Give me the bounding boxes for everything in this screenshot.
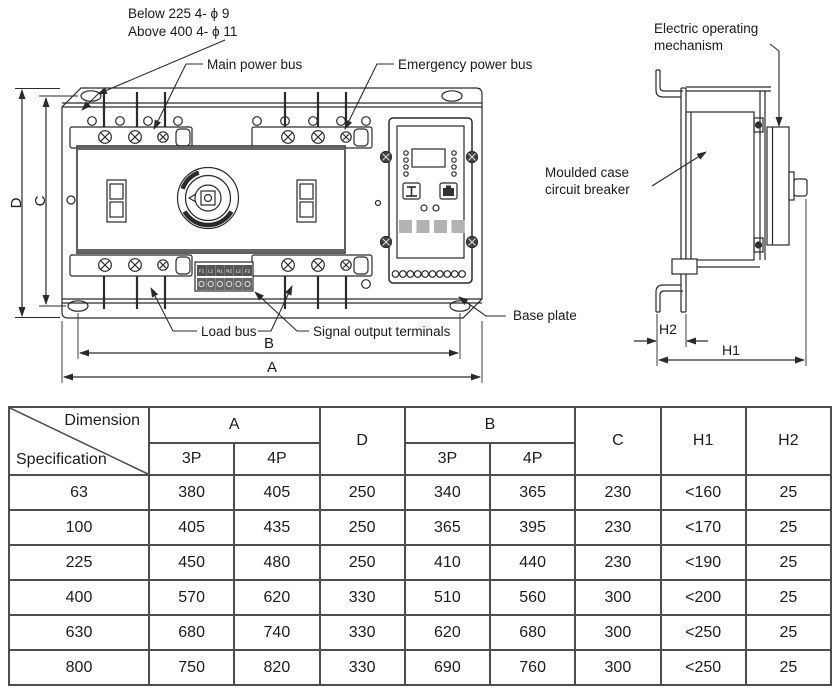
- table-header-D: D: [320, 407, 405, 475]
- controller-unit: [381, 118, 478, 283]
- table-cell: 620: [405, 615, 490, 650]
- corner-label-specification: Specification: [16, 451, 107, 468]
- table-cell: 25: [746, 580, 831, 615]
- label-load-bus: Load bus: [201, 324, 257, 339]
- table-cell: 25: [746, 615, 831, 650]
- dim-label-D: D: [8, 197, 25, 209]
- table-cell: 450: [149, 545, 234, 580]
- table-cell: <190: [661, 545, 746, 580]
- spec-cell: 63: [9, 475, 149, 510]
- table-cell: <200: [661, 580, 746, 615]
- table-header-H2: H2: [746, 407, 831, 475]
- table-cell: 365: [490, 475, 575, 510]
- table-corner-cell: [9, 407, 149, 475]
- signal-terminal-label: F2: [244, 268, 251, 274]
- table-cell: 760: [490, 650, 575, 685]
- table-row: [9, 510, 831, 545]
- table-cell: 570: [149, 580, 234, 615]
- signal-terminal-label: N2: [226, 268, 233, 274]
- dim-label-H1: H1: [722, 342, 740, 358]
- label-emergency-power-bus: Emergency power bus: [398, 57, 533, 72]
- table-cell: 740: [234, 615, 319, 650]
- table-cell: 250: [320, 510, 405, 545]
- spec-cell: 400: [9, 580, 149, 615]
- table-cell: 340: [405, 475, 490, 510]
- table-cell: 820: [234, 650, 319, 685]
- breaker-side-body: [672, 91, 765, 274]
- table-cell: 250: [320, 545, 405, 580]
- table-cell: 560: [490, 580, 575, 615]
- table-cell: <250: [661, 615, 746, 650]
- label-electric-operating-mechanism: mechanism: [654, 38, 724, 53]
- mounting-bracket: [656, 70, 683, 312]
- table-cell: 365: [405, 510, 490, 545]
- table-header-A-4P: 4P: [234, 443, 319, 475]
- table-header-A: A: [149, 407, 320, 443]
- corner-label-dimension: Dimension: [64, 412, 140, 429]
- table-cell: 680: [490, 615, 575, 650]
- signal-terminal-label: F1: [198, 268, 205, 274]
- table-cell: 230: [575, 475, 660, 510]
- table-row: [9, 545, 831, 580]
- table-row: [9, 475, 831, 510]
- hole-note-line1: Below 225 4- ϕ 9: [128, 6, 230, 21]
- table-cell: 405: [234, 475, 319, 510]
- hole-note-line2: Above 400 4- ϕ 11: [128, 24, 238, 39]
- label-electric-operating-mechanism: Electric operating: [654, 21, 759, 36]
- table-header-row-1: [9, 407, 831, 443]
- table-header-H1: H1: [661, 407, 746, 475]
- table-cell: <160: [661, 475, 746, 510]
- table-cell: 405: [149, 510, 234, 545]
- label-moulded-case-breaker: Moulded case: [545, 165, 630, 180]
- signal-terminal-label: N1: [216, 268, 223, 274]
- spec-cell: 100: [9, 510, 149, 545]
- table-cell: 480: [234, 545, 319, 580]
- table-header-C: C: [575, 407, 660, 475]
- label-main-power-bus: Main power bus: [207, 57, 303, 72]
- spec-cell: 800: [9, 650, 149, 685]
- table-cell: 300: [575, 650, 660, 685]
- table-cell: 230: [575, 545, 660, 580]
- table-row: [9, 650, 831, 685]
- table-cell: 435: [234, 510, 319, 545]
- table-cell: 750: [149, 650, 234, 685]
- table-cell: 25: [746, 510, 831, 545]
- dim-label-B: B: [263, 335, 275, 352]
- table-cell: 230: [575, 510, 660, 545]
- table-header-B-4P: 4P: [490, 443, 575, 475]
- table-cell: 620: [234, 580, 319, 615]
- dim-label-C: C: [32, 195, 49, 207]
- table-cell: 25: [746, 475, 831, 510]
- signal-terminal-block: [195, 262, 253, 291]
- dim-label-H2: H2: [659, 321, 677, 337]
- spec-cell: 225: [9, 545, 149, 580]
- label-base-plate: Base plate: [513, 308, 577, 323]
- table-cell: 25: [746, 650, 831, 685]
- table-cell: <170: [661, 510, 746, 545]
- table-row: [9, 580, 831, 615]
- table-cell: 690: [405, 650, 490, 685]
- table-header-B: B: [405, 407, 576, 443]
- table-header-B-3P: 3P: [405, 443, 490, 475]
- table-cell: <250: [661, 650, 746, 685]
- table-cell: 380: [149, 475, 234, 510]
- table-cell: 330: [320, 580, 405, 615]
- operating-mechanism-panel: [767, 127, 807, 245]
- table-cell: 330: [320, 650, 405, 685]
- handle-shaft: [794, 179, 807, 196]
- table-cell: 510: [405, 580, 490, 615]
- dim-label-A: A: [266, 359, 278, 376]
- table-cell: 300: [575, 615, 660, 650]
- table-cell: 395: [490, 510, 575, 545]
- table-cell: 25: [746, 545, 831, 580]
- table-cell: 680: [149, 615, 234, 650]
- table-cell: 410: [405, 545, 490, 580]
- side-view: [634, 44, 807, 366]
- label-moulded-case-breaker: circuit breaker: [545, 182, 630, 197]
- table-cell: 300: [575, 580, 660, 615]
- signal-terminal-label: L1: [208, 268, 214, 274]
- table-cell: 330: [320, 615, 405, 650]
- dimension-table: [8, 406, 832, 686]
- table-cell: 440: [490, 545, 575, 580]
- table-row: [9, 615, 831, 650]
- spec-cell: 630: [9, 615, 149, 650]
- label-signal-output-terminals: Signal output terminals: [313, 324, 451, 339]
- table-cell: 250: [320, 475, 405, 510]
- signal-terminal-label: L2: [235, 268, 241, 274]
- table-header-A-3P: 3P: [149, 443, 234, 475]
